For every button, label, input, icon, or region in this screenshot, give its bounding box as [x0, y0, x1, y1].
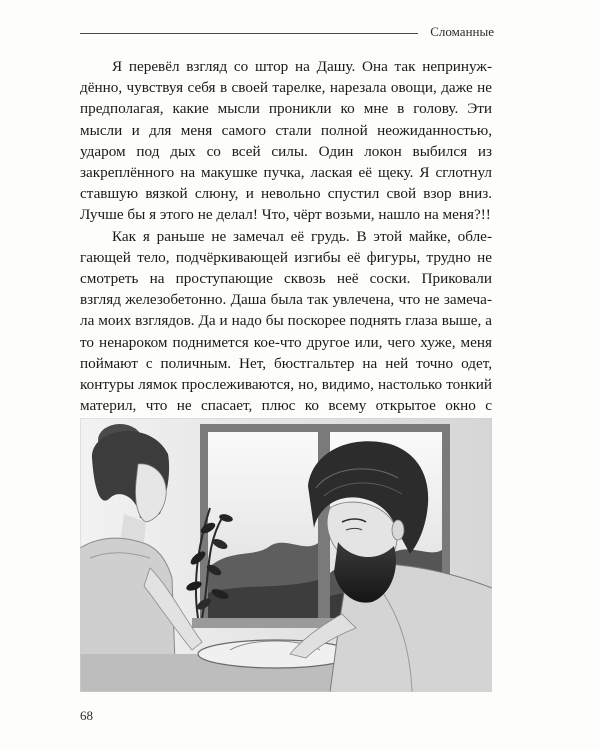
illustration [80, 418, 492, 692]
page-number: 68 [80, 708, 93, 723]
paragraph-2: Как я раньше не замечал её грудь. В этой майке, облегающей тело, подчёркивающей изгибы её фигуры, трудно не смотреть на проступающие сквозь неё соски. Приковали взгляд железобетонно. Даша была так увлечена, что не замечала моих взглядов. Да и надо бы поскорее поднять глаза выше, а то ненароком поднимется кое-что другое или, чего хуже, меня поймают с поличным. Нет, бюстгальтер на ней точно одет, контуры лямок прослеживаются, но, видимо, настолько тонкий материл, что не спасает, плюс ко всему открытое окно с [80, 227, 492, 415]
paragraph-1: Я перевёл взгляд со штор на Дашу. Она так непринуждённо, чувствуя себя в своей тарелке, нарезала овощи, даже не предполагая, какие мысли проникли ко мне в голову. Эти мысли и для меня самого стали полной неожиданностью, ударом под дых со всей силы. Один локон выбился из закреплённого на макушке пучка, лаская её щеку. Я сглотнул ставшую вязкой слюну, и невольно спустил свой взор вниз. Лучше бы я этого не делал! Что, чёрт возьми, нашло на меня?!! [80, 58, 492, 224]
header-rule [80, 33, 418, 34]
running-head [80, 24, 494, 44]
body-text [80, 56, 492, 438]
running-title: Сломанные [430, 24, 494, 39]
illustration-drawing [80, 418, 492, 692]
